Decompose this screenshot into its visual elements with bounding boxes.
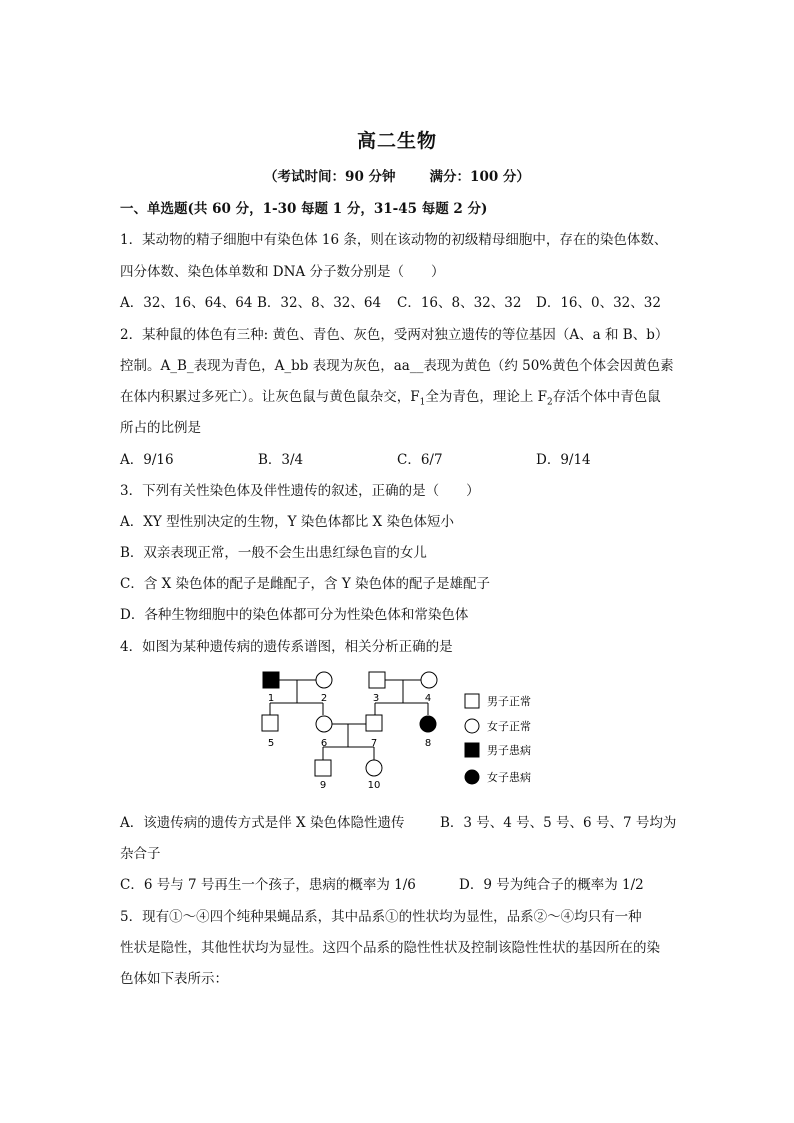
f2-subscript: 2 bbox=[547, 397, 553, 408]
q4-stem: 4．如图为某种遗传病的遗传系谱图，相关分析正确的是 bbox=[120, 639, 453, 655]
individual-3-normal-male bbox=[369, 672, 385, 688]
individual-1-affected-male bbox=[263, 672, 279, 688]
exam-score: 满分：100 分） bbox=[429, 169, 530, 185]
q4-option-b: B．3 号、4 号、5 号、6 号、7 号均为 bbox=[440, 815, 677, 831]
section-heading: 一、单选题(共 60 分，1-30 每题 1 分，31-45 每题 2 分) bbox=[120, 201, 488, 217]
q2-option-c: C．6/7 bbox=[397, 452, 443, 468]
q1-stem-line2: 四分体数、染色体单数和 DNA 分子数分别是（ ） bbox=[120, 264, 445, 280]
label-1: 1 bbox=[267, 693, 275, 704]
q2-stem-line2: 控制。A_B_表现为青色，A_bb 表现为灰色，aa__表现为黄色（约 50%黄色个体会因黄色素 bbox=[120, 358, 674, 374]
q1-option-c: C．16、8、32、32 bbox=[397, 295, 522, 311]
q2-option-b: B．3/4 bbox=[258, 452, 304, 468]
label-2: 2 bbox=[320, 693, 328, 704]
q3-option-b: B．双亲表现正常，一般不会生出患红绿色盲的女儿 bbox=[120, 545, 427, 561]
exam-time: （考试时间：90 分钟 bbox=[264, 169, 396, 185]
label-5: 5 bbox=[267, 738, 275, 749]
q3-option-a: A．XY 型性别决定的生物，Y 染色体都比 X 染色体短小 bbox=[120, 514, 454, 530]
legend-normal-male-icon bbox=[465, 694, 479, 708]
page-title: 高二生物 bbox=[356, 130, 437, 152]
f1-symbol: F bbox=[410, 389, 420, 405]
legend-affected-female-label: 女子患病 bbox=[487, 771, 531, 784]
q3-stem: 3．下列有关性染色体及伴性遗传的叙述，正确的是（ ） bbox=[120, 483, 480, 499]
q2-line3-b: 全为青色，理论上 bbox=[425, 389, 538, 405]
label-3: 3 bbox=[372, 693, 380, 704]
q1-option-a: A．32、16、64、64 bbox=[120, 295, 253, 311]
individual-9-normal-male bbox=[315, 760, 331, 776]
legend-affected-male-icon bbox=[465, 743, 479, 757]
individual-8-affected-female bbox=[420, 716, 436, 732]
q4-option-d: D．9 号为纯合子的概率为 1/2 bbox=[459, 877, 644, 893]
q5-stem-line2: 性状是隐性，其他性状均为显性。这四个品系的隐性性状及控制该隐性性状的基因所在的染 bbox=[120, 940, 660, 956]
q5-stem-line3: 色体如下表所示： bbox=[120, 971, 228, 987]
label-10: 10 bbox=[367, 780, 381, 791]
q3-option-d: D．各种生物细胞中的染色体都可分为性染色体和常染色体 bbox=[120, 607, 469, 623]
legend-affected-female-icon bbox=[465, 770, 479, 784]
individual-7-normal-male bbox=[366, 715, 382, 731]
label-7: 7 bbox=[370, 738, 378, 749]
label-8: 8 bbox=[424, 738, 432, 749]
label-9: 9 bbox=[319, 780, 327, 791]
q2-option-a: A．9/16 bbox=[120, 452, 174, 468]
q1-option-b: B．32、8、32、64 bbox=[257, 295, 382, 311]
legend-normal-male-label: 男子正常 bbox=[487, 695, 531, 708]
q4-option-a: A．该遗传病的遗传方式是伴 X 染色体隐性遗传 bbox=[120, 815, 405, 831]
individual-2-normal-female bbox=[316, 672, 332, 688]
q2-option-d: D．9/14 bbox=[536, 452, 591, 468]
f2-symbol: F bbox=[537, 389, 548, 405]
q2-line3-a: 在体内积累过多死亡）。让灰色鼠与黄色鼠杂交， bbox=[120, 389, 411, 405]
legend-normal-female-icon bbox=[465, 719, 479, 733]
label-6: 6 bbox=[320, 738, 328, 749]
legend-affected-male-label: 男子患病 bbox=[487, 744, 531, 757]
individual-4-normal-female bbox=[421, 672, 437, 688]
legend-normal-female-label: 女子正常 bbox=[487, 720, 531, 733]
q3-option-c: C．含 X 染色体的配子是雌配子，含 Y 染色体的配子是雄配子 bbox=[120, 576, 491, 592]
q2-stem-line3 bbox=[120, 385, 661, 408]
q2-line3-c: 存活个体中青色鼠 bbox=[552, 389, 661, 405]
individual-10-normal-female bbox=[366, 760, 382, 776]
q1-option-d: D．16、0、32、32 bbox=[536, 295, 661, 311]
q2-stem-line4: 所占的比例是 bbox=[120, 420, 201, 436]
individual-6-normal-female bbox=[316, 716, 332, 732]
exam-info bbox=[0, 165, 794, 185]
label-4: 4 bbox=[424, 693, 432, 704]
q1-stem-line1: 1．某动物的精子细胞中有染色体 16 条，则在该动物的初级精母细胞中，存在的染色体数、 bbox=[120, 232, 668, 248]
individual-5-normal-male bbox=[262, 715, 278, 731]
f1-subscript: 1 bbox=[419, 397, 426, 408]
q4-option-c: C．6 号与 7 号再生一个孩子，患病的概率为 1/6 bbox=[120, 877, 416, 893]
q5-stem-line1: 5．现有①～④四个纯种果蝇品系，其中品系①的性状均为显性，品系②～④均只有一种 bbox=[120, 909, 642, 925]
q2-stem-line1: 2．某种鼠的体色有三种: 黄色、青色、灰色，受两对独立遗传的等位基因（A、a 和 B、b） bbox=[120, 327, 669, 343]
pedigree-chart bbox=[250, 664, 550, 794]
q4-option-b-cont: 杂合子 bbox=[120, 846, 161, 862]
